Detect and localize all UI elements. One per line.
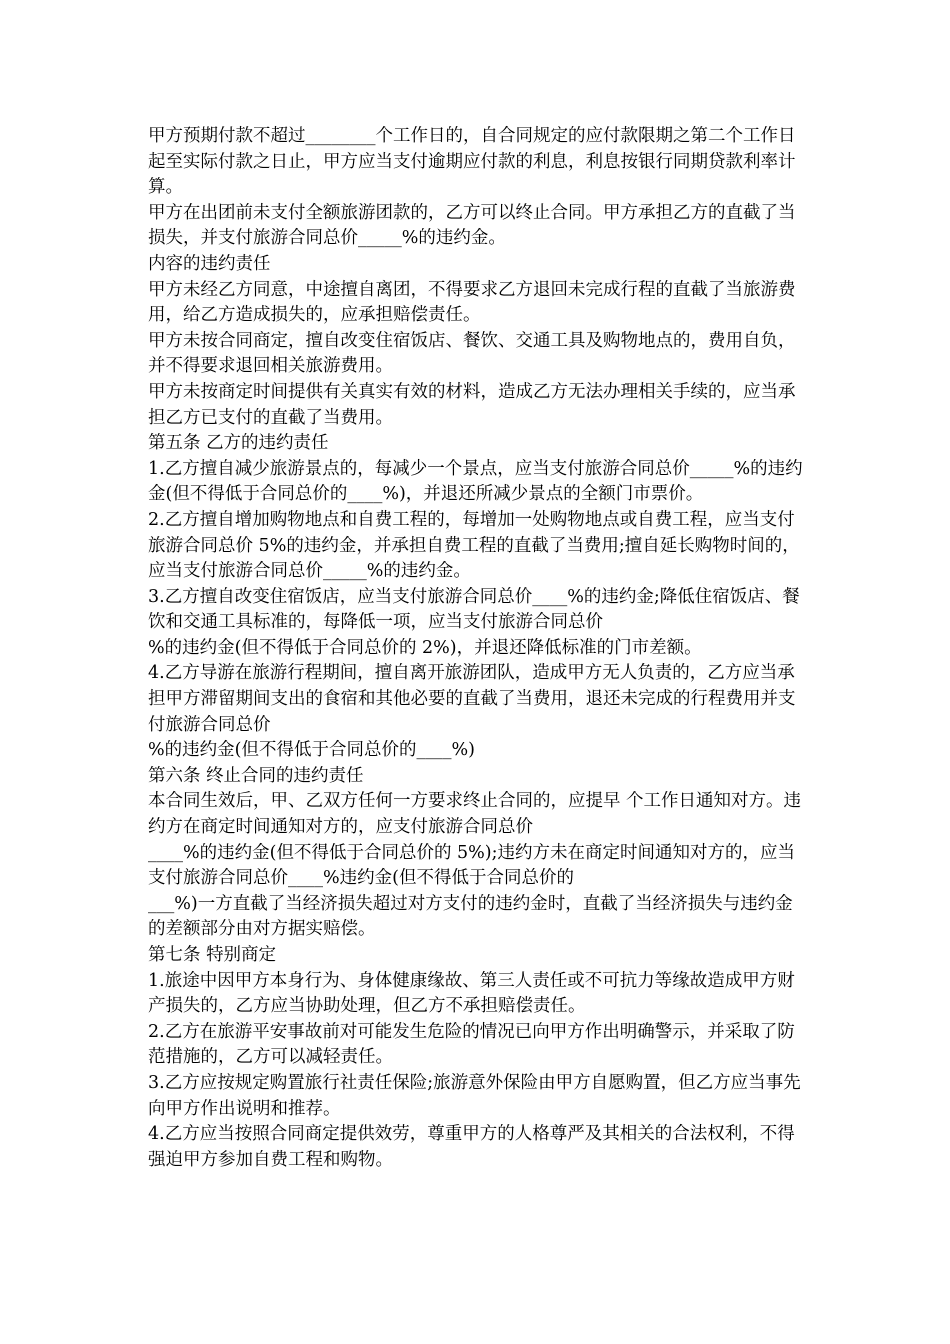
paragraph-changing-arrangements: 甲方未按合同商定，擅自改变住宿饭店、餐饮、交通工具及购物地点的，费用自负，并不得要求退回相关旅游费用。 (148, 330, 796, 377)
article-heading-5: 第五条 乙方的违约责任 (148, 433, 329, 454)
paragraph-missing-materials: 甲方未按商定时间提供有关真实有效的材料，造成乙方无法办理相关手续的，应当承担乙方已支付的直截了当费用。 (148, 381, 796, 428)
clause-7-1: 1.旅途中因甲方本身行为、身体健康缘故、第三人责任或不可抗力等缘故造成甲方财产损失的，乙方应当协助处理，但乙方不承担赔偿责任。 (148, 970, 795, 1017)
paragraph-late-payment: 甲方预期付款不超过________个工作日的，自合同规定的应付款限期之第二个工作日起至实际付款之日止，甲方应当支付逾期应付款的利息，利息按银行同期贷款利率计算。 (148, 126, 796, 198)
clause-6-body: 本合同生效后，甲、乙双方任何一方要求终止合同的，应提早 个工作日通知对方。违约方在商定时间通知对方的，应支付旅游合同总价 ____%的违约金(但不得低于合同总价的 5%);违约方未在商定时间通知对方的，应当支付旅游合同总价____%违约金(但不得低于合同总价的 ___%)一方直截了当经济损失超过对方支付的违约金时，直截了当经济损失与违约金的差额部分由对方据实赔偿。 (148, 791, 802, 940)
clause-5-2: 2.乙方擅自增加购物地点和自费工程的，每增加一处购物地点或自费工程，应当支付旅游合同总价 5%的违约金，并承担自费工程的直截了当费用;擅自延长购物时间的，应当支付旅游合同总价_____%的违约金。 (148, 509, 800, 582)
clause-7-2: 2.乙方在旅游平安事故前对可能发生危险的情况已向甲方作出明确警示，并采取了防范措施的，乙方可以减轻责任。 (148, 1021, 795, 1068)
clause-7-3: 3.乙方应按规定购置旅行社责任保险;旅游意外保险由甲方自愿购置，但乙方应当事先向甲方作出说明和推荐。 (148, 1072, 801, 1119)
article-heading-7: 第七条 特别商定 (148, 945, 277, 965)
section-heading-party-a-liability: 内容的违约责任 (148, 253, 271, 274)
article-heading-6: 第六条 终止合同的违约责任 (148, 765, 364, 786)
clause-5-4: 4.乙方导游在旅游行程期间，擅自离开旅游团队，造成甲方无人负责的，乙方应当承担甲方滞留期间支出的食宿和其他必要的直截了当费用，退还未完成的行程费用并支付旅游合同总价 %的违约金(但不得低于合同总价的____%) (148, 663, 796, 761)
document-body (148, 124, 808, 1173)
clause-7-4: 4.乙方应当按照合同商定提供效劳，尊重甲方的人格尊严及其相关的合法权利，不得强迫甲方参加自费工程和购物。 (148, 1124, 795, 1170)
clause-5-3: 3.乙方擅自改变住宿饭店，应当支付旅游合同总价____%的违约金;降低住宿饭店、餐饮和交通工具标准的，每降低一项，应当支付旅游合同总价 %的违约金(但不得低于合同总价的 2%)，并退还降低标准的门市差额。 (148, 586, 800, 658)
paragraph-leaving-group: 甲方未经乙方同意，中途擅自离团，不得要求乙方退回未完成行程的直截了当旅游费用，给乙方造成损失的，应承担赔偿责任。 (148, 279, 796, 326)
clause-5-1: 1.乙方擅自减少旅游景点的，每减少一个景点，应当支付旅游合同总价_____%的违约金(但不得低于合同总价的____%)，并退还所减少景点的全额门市票价。 (148, 458, 803, 505)
paragraph-unpaid-tour-fee: 甲方在出团前未支付全额旅游团款的，乙方可以终止合同。甲方承担乙方的直截了当损失，并支付旅游合同总价_____%的违约金。 (148, 202, 796, 249)
